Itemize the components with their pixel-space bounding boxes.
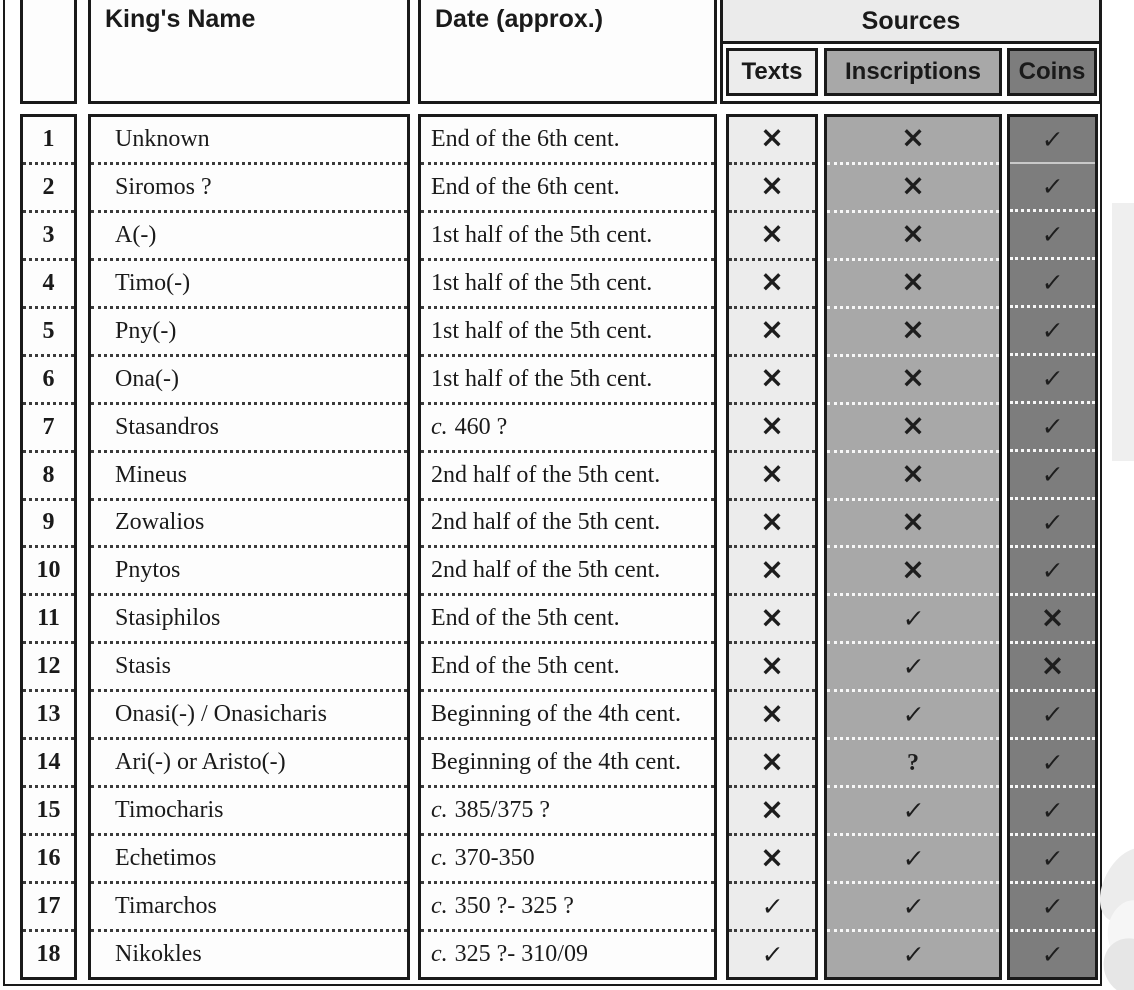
inscriptions-mark-cell (827, 117, 999, 162)
circa-abbrev: c. (431, 413, 448, 440)
inscriptions-mark-cell (827, 162, 999, 210)
date-text: 350 ?- 325 ? (454, 892, 574, 919)
texts-mark-cell (729, 641, 815, 689)
x-icon: × (759, 456, 785, 491)
check-icon: ✓ (1040, 125, 1065, 154)
circa-abbrev: c. (431, 845, 448, 872)
date-header-label: Date (approx.) (435, 5, 604, 33)
date-cell (421, 545, 714, 593)
row-number-cell: 2 (23, 162, 74, 210)
column-dates (418, 114, 717, 980)
inscriptions-mark-cell (827, 689, 999, 737)
x-icon: × (900, 456, 926, 491)
coins-mark-cell (1010, 497, 1095, 545)
king-name-cell: Mineus (91, 450, 407, 498)
king-name-cell: Stasiphilos (91, 593, 407, 641)
king-name-cell: Echetimos (91, 833, 407, 881)
date-text: Beginning of the 4th cent. (431, 701, 681, 728)
x-icon: × (759, 551, 785, 586)
date-text: 2nd half of the 5th cent. (431, 509, 661, 536)
date-text: 2nd half of the 5th cent. (431, 557, 661, 584)
x-icon: × (759, 599, 785, 634)
date-cell (421, 450, 714, 498)
check-icon: ✓ (1040, 364, 1065, 393)
date-cell (421, 354, 714, 402)
king-name-cell: Pny(-) (91, 306, 407, 354)
x-icon: × (759, 312, 785, 347)
king-name-cell: Pnytos (91, 545, 407, 593)
check-icon: ✓ (900, 939, 925, 969)
king-name-cell: Nikokles (91, 929, 407, 977)
coins-mark-cell (1010, 833, 1095, 881)
row-number-cell: 3 (23, 210, 74, 258)
coins-mark-cell (1010, 689, 1095, 737)
date-text: 1st half of the 5th cent. (431, 221, 653, 248)
row-number-cell: 5 (23, 306, 74, 354)
inscriptions-mark-cell (827, 881, 999, 929)
x-icon: × (759, 743, 785, 778)
x-icon: × (759, 264, 785, 299)
check-icon: ✓ (900, 796, 925, 826)
date-text: 1st half of the 5th cent. (431, 317, 653, 344)
circa-abbrev: c. (431, 892, 448, 919)
x-icon: × (900, 168, 926, 203)
coins-mark-cell (1010, 785, 1095, 833)
date-text: End of the 5th cent. (431, 605, 620, 632)
kings-name-header-label: King's Name (105, 5, 256, 33)
inscriptions-mark-cell (827, 641, 999, 689)
x-icon: × (759, 360, 785, 395)
header-number-column (20, 0, 77, 104)
row-number-cell: 9 (23, 498, 74, 546)
column-kings-names (88, 114, 410, 980)
coins-mark-cell (1010, 545, 1095, 593)
king-name-cell: Ari(-) or Aristo(-) (91, 737, 407, 785)
date-cell (421, 593, 714, 641)
check-icon: ✓ (1040, 508, 1065, 537)
header-date (418, 0, 717, 104)
check-icon: ✓ (900, 652, 925, 682)
row-number-cell: 6 (23, 354, 74, 402)
king-name-cell: A(-) (91, 210, 407, 258)
header-kings-name (88, 0, 410, 104)
texts-mark-cell (729, 498, 815, 546)
subheader-coins (1007, 48, 1097, 96)
date-cell (421, 641, 714, 689)
texts-mark-cell (729, 162, 815, 210)
row-number-cell: 14 (23, 737, 74, 785)
coins-mark-cell (1010, 401, 1095, 449)
x-icon: × (900, 216, 926, 251)
row-number-cell: 11 (23, 593, 74, 641)
coins-mark-cell (1010, 257, 1095, 305)
date-cell (421, 881, 714, 929)
check-icon: ✓ (1040, 412, 1065, 441)
inscriptions-mark-cell (827, 498, 999, 546)
date-text: End of the 5th cent. (431, 653, 620, 680)
column-row-numbers (20, 114, 77, 980)
check-icon: ✓ (1040, 316, 1065, 345)
date-cell (421, 833, 714, 881)
coins-mark-cell (1010, 209, 1095, 257)
coins-header-label: Coins (1018, 58, 1086, 85)
inscriptions-mark-cell (827, 354, 999, 402)
x-icon: × (759, 216, 785, 251)
coins-mark-cell (1010, 929, 1095, 977)
x-icon: × (759, 695, 785, 730)
question-icon: ? (907, 749, 919, 776)
coins-mark-cell (1010, 353, 1095, 401)
inscriptions-mark-cell (827, 737, 999, 785)
texts-mark-cell (729, 689, 815, 737)
column-coins-marks (1007, 114, 1098, 980)
king-name-cell: Ona(-) (91, 354, 407, 402)
inscriptions-mark-cell (827, 545, 999, 593)
date-text: End of the 6th cent. (431, 125, 620, 152)
check-icon: ✓ (1040, 172, 1065, 201)
inscriptions-mark-cell (827, 450, 999, 498)
sources-title-band (723, 0, 1099, 44)
king-name-cell: Timarchos (91, 881, 407, 929)
row-number-cell: 18 (23, 929, 74, 977)
texts-mark-cell (729, 545, 815, 593)
check-icon: ✓ (1040, 556, 1065, 585)
row-number-cell: 7 (23, 402, 74, 450)
texts-mark-cell (729, 785, 815, 833)
x-icon: × (759, 408, 785, 443)
date-text: 1st half of the 5th cent. (431, 269, 653, 296)
row-number-cell: 4 (23, 258, 74, 306)
inscriptions-mark-cell (827, 593, 999, 641)
watermark-strip (1112, 203, 1134, 461)
check-icon: ✓ (1040, 796, 1065, 825)
row-number-cell: 15 (23, 785, 74, 833)
date-cell (421, 306, 714, 354)
texts-mark-cell (729, 450, 815, 498)
coins-mark-cell (1010, 737, 1095, 785)
check-icon: ✓ (1040, 268, 1065, 297)
circa-abbrev: c. (431, 797, 448, 824)
check-icon: ✓ (900, 844, 925, 874)
coins-mark-cell (1010, 449, 1095, 497)
king-name-cell: Stasis (91, 641, 407, 689)
texts-mark-cell (729, 737, 815, 785)
check-icon: ✓ (1040, 940, 1065, 969)
date-cell (421, 162, 714, 210)
date-cell (421, 929, 714, 977)
row-number-cell: 8 (23, 450, 74, 498)
x-icon: × (759, 503, 785, 538)
texts-mark-cell (729, 593, 815, 641)
date-cell (421, 402, 714, 450)
row-number-cell: 17 (23, 881, 74, 929)
date-cell (421, 737, 714, 785)
date-text: End of the 6th cent. (431, 173, 620, 200)
texts-mark-cell (729, 354, 815, 402)
check-icon: ✓ (759, 891, 784, 921)
texts-mark-cell (729, 117, 815, 162)
check-icon: ✓ (1040, 700, 1065, 729)
king-name-cell: Siromos ? (91, 162, 407, 210)
date-text: 460 ? (454, 413, 508, 440)
inscriptions-mark-cell (827, 833, 999, 881)
check-icon: ✓ (1040, 892, 1065, 921)
x-icon: × (900, 408, 926, 443)
watermark-swoosh (1102, 896, 1134, 964)
date-text: Beginning of the 4th cent. (431, 749, 681, 776)
row-number-cell: 1 (42, 125, 55, 152)
king-name-cell: Onasi(-) / Onasicharis (91, 689, 407, 737)
column-inscriptions-marks (824, 114, 1002, 980)
date-text: 2nd half of the 5th cent. (431, 461, 661, 488)
check-icon: ✓ (1040, 748, 1065, 777)
check-icon: ✓ (1040, 220, 1065, 249)
texts-mark-cell (729, 306, 815, 354)
texts-mark-cell (729, 210, 815, 258)
x-icon: × (759, 120, 785, 155)
row-number-cell: 16 (23, 833, 74, 881)
date-cell (421, 689, 714, 737)
inscriptions-mark-cell (827, 929, 999, 977)
row-number-cell: 12 (23, 641, 74, 689)
date-cell (421, 785, 714, 833)
coins-mark-cell (1010, 641, 1095, 689)
date-cell (421, 210, 714, 258)
check-icon: ✓ (1040, 844, 1065, 873)
texts-header-label: Texts (741, 58, 803, 85)
row-number-cell: 10 (23, 545, 74, 593)
date-text: 370-350 (454, 845, 535, 872)
date-cell (421, 258, 714, 306)
texts-mark-cell (729, 833, 815, 881)
coins-mark-cell (1010, 305, 1095, 353)
header-sources-group (720, 0, 1102, 104)
coins-mark-cell (1010, 593, 1095, 641)
check-icon: ✓ (1040, 460, 1065, 489)
date-text: 1st half of the 5th cent. (431, 365, 653, 392)
x-icon: × (759, 791, 785, 826)
king-name-cell: Unknown (115, 125, 210, 152)
subheader-texts (726, 48, 818, 96)
date-cell (421, 117, 714, 162)
king-name-cell: Timo(-) (91, 258, 407, 306)
inscriptions-mark-cell (827, 402, 999, 450)
column-texts-marks (726, 114, 818, 980)
x-icon: × (759, 647, 785, 682)
x-icon: × (900, 264, 926, 299)
x-icon: × (900, 551, 926, 586)
date-text: 325 ?- 310/09 (454, 940, 588, 967)
x-icon: × (900, 360, 926, 395)
circa-abbrev: c. (431, 940, 448, 967)
x-icon: × (900, 120, 926, 155)
inscriptions-header-label: Inscriptions (844, 58, 982, 85)
king-name-cell: Timocharis (91, 785, 407, 833)
check-icon: ✓ (900, 891, 925, 921)
date-cell (421, 498, 714, 546)
king-name-cell: Stasandros (91, 402, 407, 450)
inscriptions-mark-cell (827, 785, 999, 833)
subheader-inscriptions (824, 48, 1002, 96)
x-icon: × (759, 168, 785, 203)
coins-mark-cell (1010, 881, 1095, 929)
check-icon: ✓ (759, 939, 784, 969)
inscriptions-mark-cell (827, 210, 999, 258)
sources-subheader-row (723, 44, 1099, 96)
x-icon: × (1040, 647, 1065, 682)
check-icon: ✓ (900, 700, 925, 730)
coins-mark-cell (1010, 117, 1095, 162)
x-icon: × (900, 312, 926, 347)
inscriptions-mark-cell (827, 258, 999, 306)
check-icon: ✓ (900, 604, 925, 634)
texts-mark-cell (729, 929, 815, 977)
king-name-cell: Zowalios (91, 498, 407, 546)
sources-header-label: Sources (861, 6, 961, 35)
x-icon: × (900, 503, 926, 538)
x-icon: × (1040, 599, 1065, 634)
date-text: 385/375 ? (454, 797, 550, 824)
inscriptions-mark-cell (827, 306, 999, 354)
texts-mark-cell (729, 881, 815, 929)
coins-mark-cell (1010, 162, 1095, 209)
texts-mark-cell (729, 402, 815, 450)
x-icon: × (759, 839, 785, 874)
row-number-cell: 13 (23, 689, 74, 737)
texts-mark-cell (729, 258, 815, 306)
